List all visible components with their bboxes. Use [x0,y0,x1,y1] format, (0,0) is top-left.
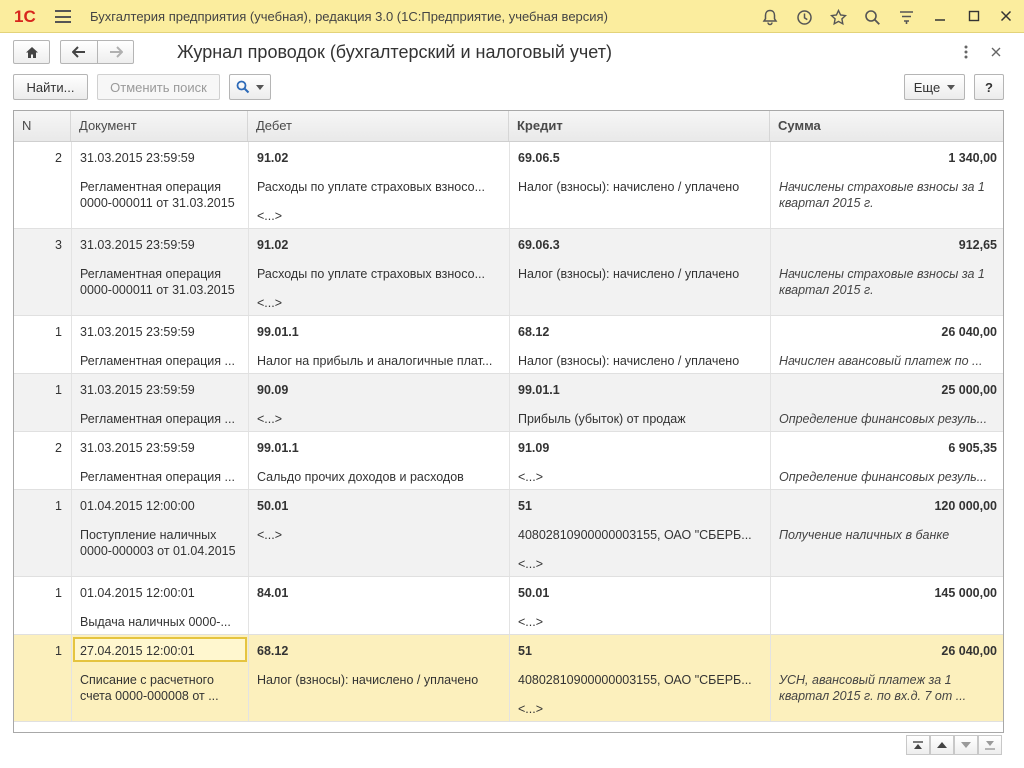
row-content: Определение финансовых резуль... [779,412,988,426]
row-number: 2 [55,151,62,165]
home-button[interactable] [13,40,50,64]
row-date: 31.03.2015 23:59:59 [80,441,195,455]
row-content: Начислены страховые взносы за 1 квартал 2015 г. [779,267,985,297]
table-row[interactable] [14,577,1003,635]
table-row[interactable] [14,635,1003,722]
row-content: Определение финансовых резуль... [779,470,988,484]
column-divider [71,316,72,373]
scroll-up-button[interactable] [930,735,954,755]
row-debit-account: 99.01.1 [257,325,299,339]
column-divider [509,432,510,489]
close-form-icon[interactable] [986,41,1006,63]
row-credit-account: 51 [518,644,532,658]
row-sum: 25 000,00 [941,383,997,397]
entries-grid[interactable] [13,110,1004,733]
row-debit-subconto: Налог на прибыль и аналогичные плат... [257,354,493,368]
magnifier-icon [236,80,250,94]
column-divider [770,229,771,315]
row-sum: 145 000,00 [934,586,997,600]
row-credit-subconto: 40802810900000003155, ОАО "СБЕРБ... [518,673,752,687]
row-sum: 26 040,00 [941,644,997,658]
row-document: Регламентная операция ... [80,412,235,426]
column-divider [770,374,771,431]
row-content: УСН, авансовый платеж за 1 квартал 2015 г. по вх.д. 7 от ... [779,673,967,703]
page-title: Журнал проводок (бухгалтерский и налоговый учет) [177,42,612,62]
column-divider [248,229,249,315]
row-credit-account: 91.09 [518,441,550,455]
more-button-label: Еще [913,79,941,95]
table-row[interactable] [14,142,1003,229]
row-credit-subconto: Налог (взносы): начислено / уплачено [518,267,740,281]
find-button[interactable]: Найти... [13,74,88,100]
row-document: Регламентная операция ... [80,470,235,484]
column-divider [248,577,249,634]
row-number: 1 [55,499,62,513]
column-divider [248,432,249,489]
maximize-button[interactable] [962,5,986,27]
row-number: 3 [55,238,62,252]
column-header-sum[interactable]: Сумма [778,118,821,133]
column-header-credit[interactable]: Кредит [509,111,770,141]
row-date: 31.03.2015 23:59:59 [80,383,195,397]
column-divider [509,490,510,576]
minimize-button[interactable] [928,5,952,27]
column-divider [509,142,510,228]
logo-text: 1С [14,7,36,26]
row-content: Получение наличных в банке [779,528,950,542]
column-divider [509,316,510,373]
window-titlebar [0,0,1024,33]
row-debit-account: 99.01.1 [257,441,299,455]
row-date: 31.03.2015 23:59:59 [80,238,195,252]
arrow-left-icon [72,46,86,58]
row-debit-subconto: Расходы по уплате страховых взносо... [257,267,485,281]
grid-header [14,111,1003,142]
row-credit-account: 69.06.3 [518,238,560,252]
row-debit-subconto: Расходы по уплате страховых взносо... [257,180,485,194]
row-sum: 120 000,00 [934,499,997,513]
row-debit-account: 68.12 [257,644,289,658]
table-row[interactable] [14,432,1003,490]
scroll-top-button[interactable] [906,735,930,755]
row-credit-account: 69.06.5 [518,151,560,165]
cancel-search-button[interactable]: Отменить поиск [97,74,220,100]
row-credit-account: 99.01.1 [518,383,560,397]
row-debit-subconto-2: <...> [257,296,283,310]
column-header-document[interactable]: Документ [71,111,248,141]
row-credit-account: 50.01 [518,586,550,600]
column-divider [509,374,510,431]
row-credit-subconto-2: <...> [518,702,544,716]
row-debit-account: 50.01 [257,499,289,513]
help-button[interactable]: ? [974,74,1004,100]
row-document: Регламентная операция 0000-000011 от 31.03.2015 [80,267,235,297]
column-divider [71,490,72,576]
row-sum: 6 905,35 [948,441,997,455]
column-divider [248,142,249,228]
column-divider [509,577,510,634]
scroll-down-button[interactable] [954,735,978,755]
1c-logo-icon [14,6,40,26]
row-document: Регламентная операция ... [80,354,235,368]
row-debit-account: 91.02 [257,238,289,252]
row-date: 31.03.2015 23:59:59 [80,151,195,165]
row-credit-subconto: Налог (взносы): начислено / уплачено [518,180,740,194]
chevron-down-icon [256,85,264,90]
row-sum: 1 340,00 [948,151,997,165]
row-credit-subconto: Прибыль (убыток) от продаж [518,412,686,426]
row-credit-subconto: Налог (взносы): начислено / уплачено [518,354,740,368]
row-number: 2 [55,441,62,455]
column-divider [71,374,72,431]
row-credit-subconto: <...> [518,470,544,484]
history-icon[interactable] [794,7,814,27]
row-date: 01.04.2015 12:00:00 [80,499,195,513]
column-divider [71,229,72,315]
row-number: 1 [55,383,62,397]
row-date: 27.04.2015 12:00:01 [80,644,195,658]
table-row[interactable] [14,374,1003,432]
column-divider [509,635,510,721]
chevron-down-icon [947,85,955,90]
row-debit-subconto-2: <...> [257,209,283,223]
column-divider [71,142,72,228]
table-row[interactable] [14,490,1003,577]
column-divider [770,635,771,721]
row-debit-account: 84.01 [257,586,289,600]
column-divider [248,374,249,431]
back-button[interactable] [60,40,98,64]
row-credit-subconto-2: <...> [518,557,544,571]
row-credit-subconto: 40802810900000003155, ОАО "СБЕРБ... [518,528,752,542]
main-menu-icon[interactable] [55,10,71,23]
column-divider [770,316,771,373]
row-number: 1 [55,586,62,600]
row-date: 31.03.2015 23:59:59 [80,325,195,339]
search-icon[interactable] [862,7,882,27]
filter-icon[interactable] [896,7,916,27]
row-document: Списание с расчетного счета 0000-000008 от ... [80,673,219,703]
row-credit-account: 68.12 [518,325,550,339]
forward-button[interactable] [97,40,134,64]
grid-scroll-buttons [906,735,1004,755]
row-sum: 26 040,00 [941,325,997,339]
app-title: Бухгалтерия предприятия (учебная), редакция 3.0 (1С:Предприятие, учебная версия) [90,9,608,24]
row-debit-subconto: <...> [257,528,283,542]
row-document: Поступление наличных 0000-000003 от 01.04.2015 [80,528,236,558]
column-header-debit[interactable]: Дебет [248,111,509,141]
column-divider [71,432,72,489]
column-divider [71,635,72,721]
more-button[interactable] [904,74,965,100]
column-divider [770,142,771,228]
scroll-bottom-button[interactable] [978,735,1002,755]
bell-icon[interactable] [760,7,780,27]
row-document: Регламентная операция 0000-000011 от 31.03.2015 [80,180,235,210]
column-divider [770,490,771,576]
row-number: 1 [55,644,62,658]
arrow-right-icon [109,46,123,58]
row-date: 01.04.2015 12:00:01 [80,586,195,600]
row-credit-account: 51 [518,499,532,513]
column-divider [248,635,249,721]
column-divider [248,316,249,373]
column-divider [770,432,771,489]
row-debit-subconto: Налог (взносы): начислено / уплачено [257,673,479,687]
column-header-n[interactable]: N [14,111,71,141]
row-debit-account: 91.02 [257,151,289,165]
table-row[interactable] [14,316,1003,374]
row-number: 1 [55,325,62,339]
more-options-icon[interactable] [956,41,976,63]
row-credit-subconto: <...> [518,615,544,629]
close-window-button[interactable] [994,5,1018,27]
column-divider [770,577,771,634]
table-row[interactable] [14,229,1003,316]
row-document: Выдача наличных 0000-... [80,615,231,629]
column-divider [509,229,510,315]
home-icon [25,46,39,59]
search-dropdown-button[interactable] [229,74,271,100]
column-divider [248,490,249,576]
row-content: Начислены страховые взносы за 1 квартал 2015 г. [779,180,985,210]
row-sum: 912,65 [958,238,997,252]
row-debit-subconto: <...> [257,412,283,426]
row-content: Начислен авансовый платеж по ... [779,354,983,368]
star-icon[interactable] [828,7,848,27]
column-divider [71,577,72,634]
row-debit-subconto: Сальдо прочих доходов и расходов [257,470,464,484]
row-debit-account: 90.09 [257,383,289,397]
